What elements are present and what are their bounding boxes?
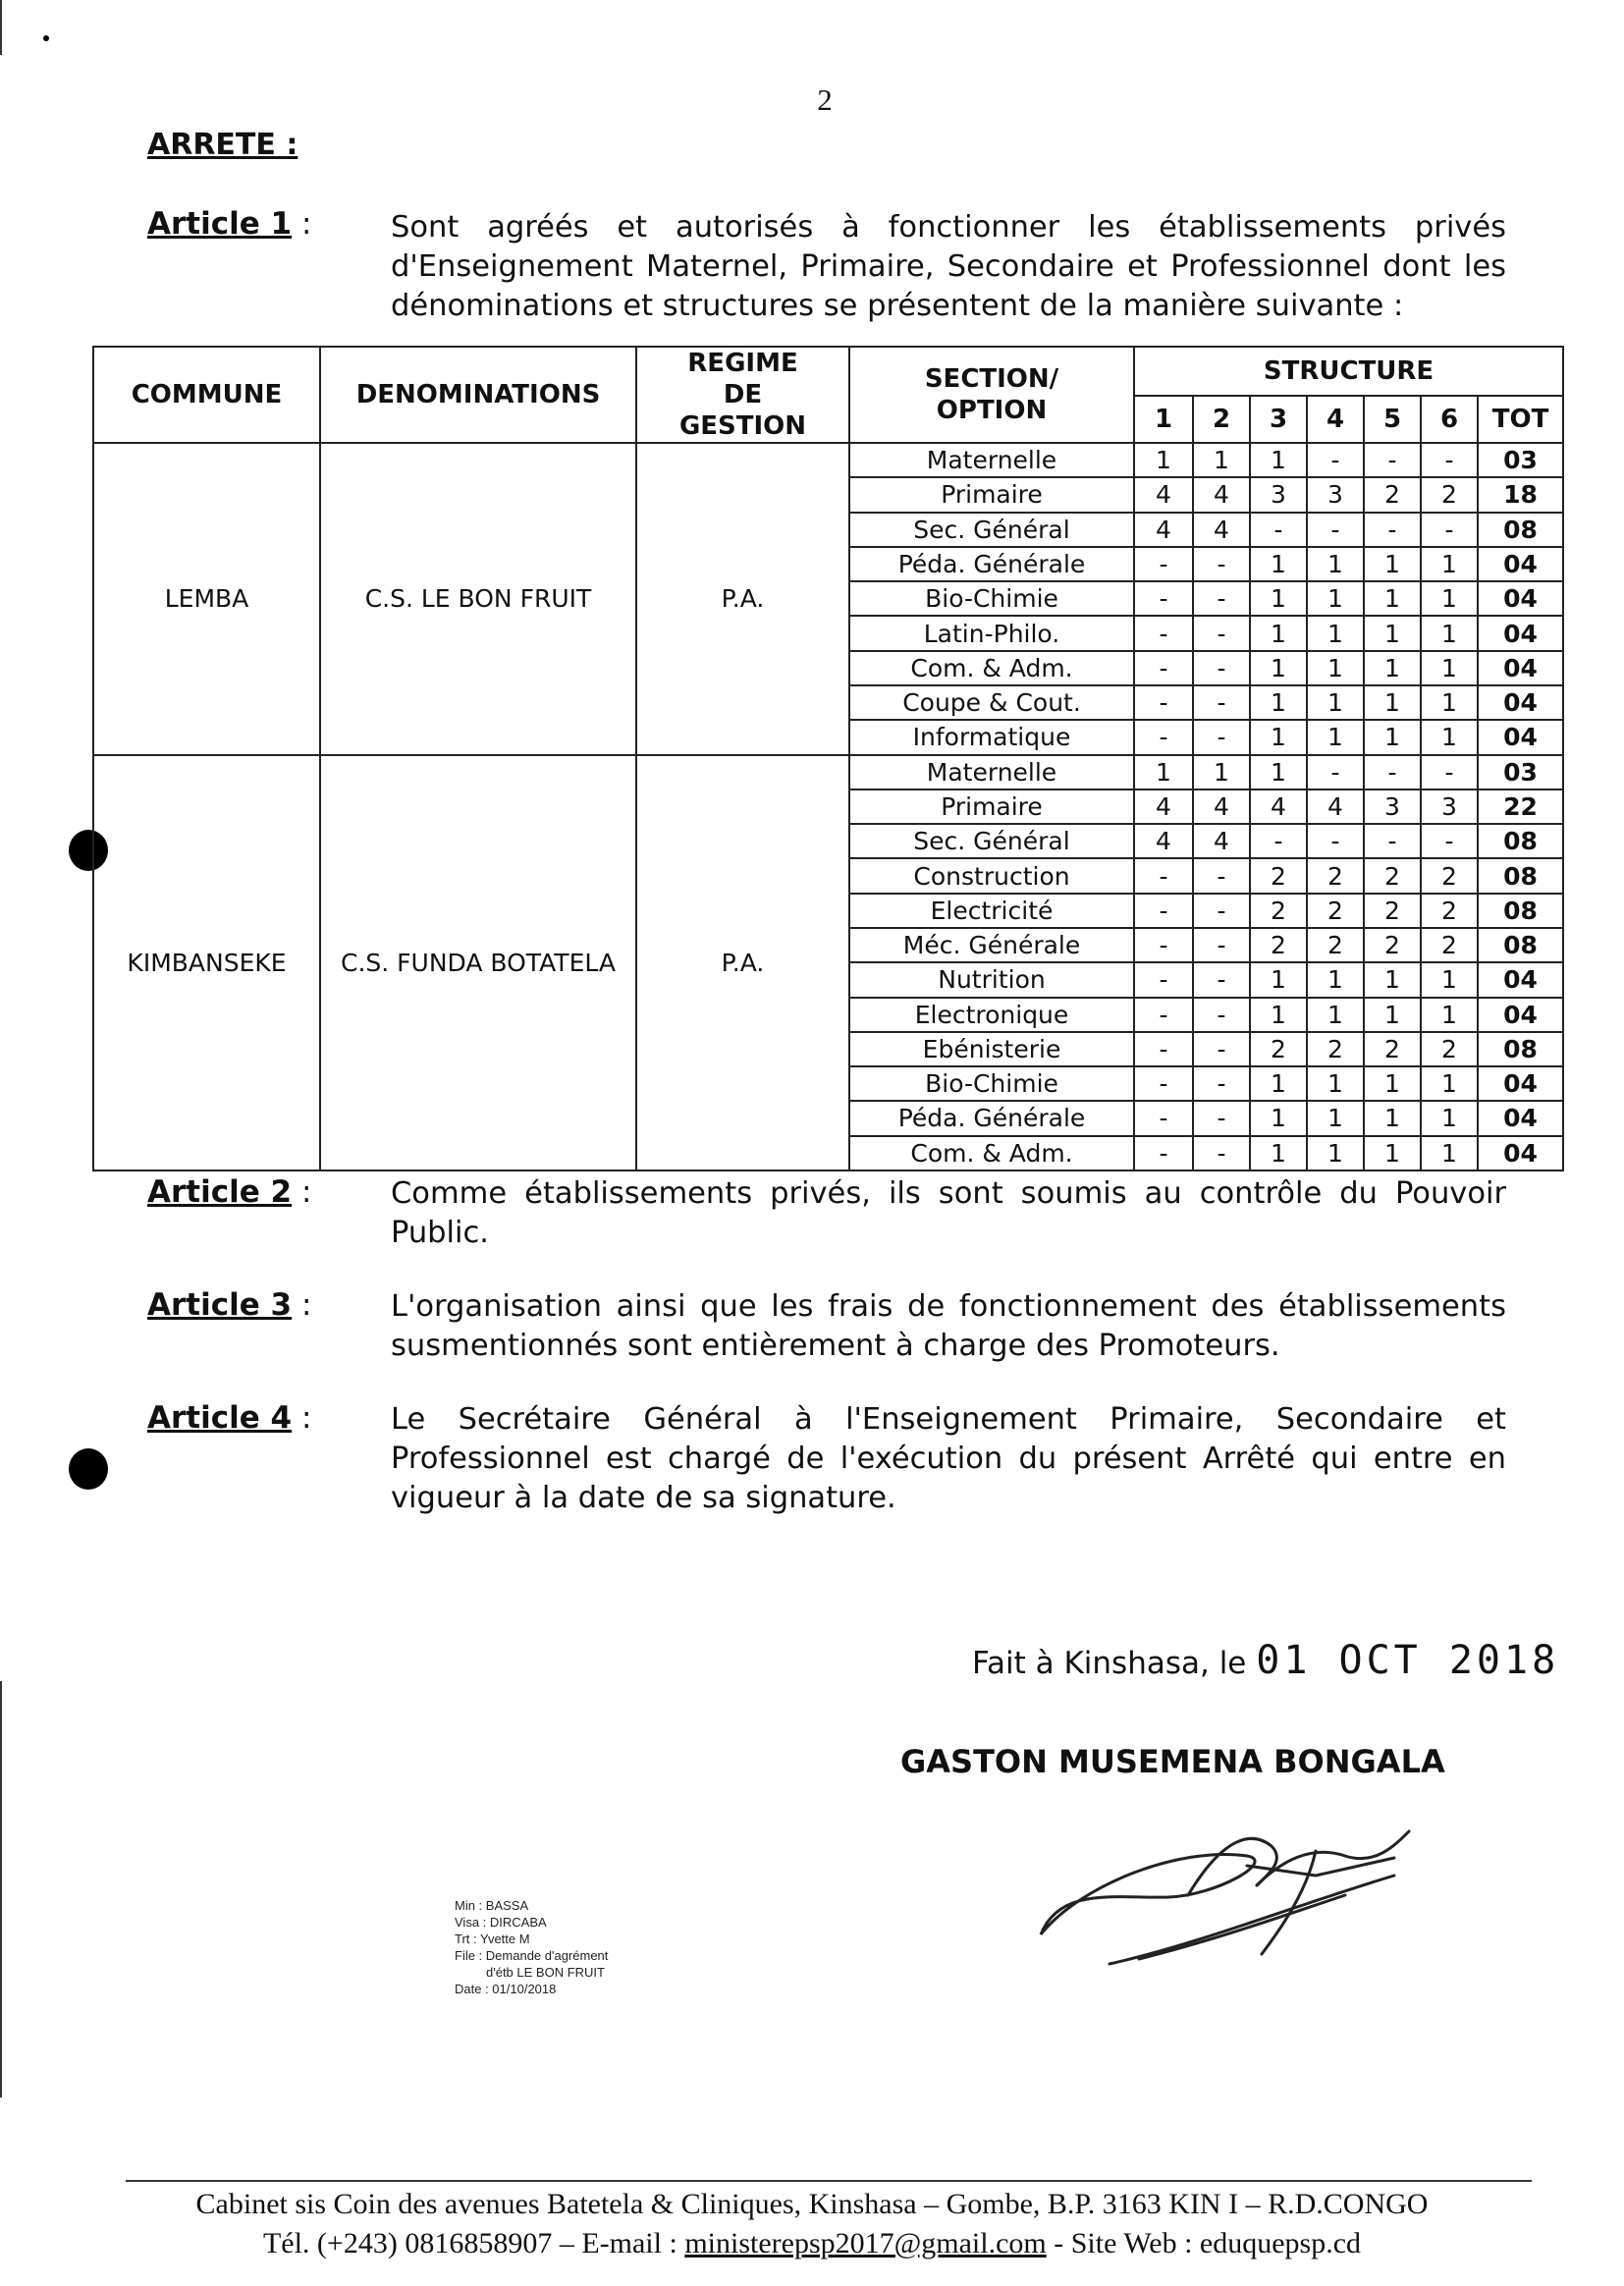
structure-cell: 1 bbox=[1307, 685, 1364, 720]
structure-cell: 2 bbox=[1307, 1032, 1364, 1066]
structure-cell: 2 bbox=[1364, 928, 1421, 962]
structure-cell: 4 bbox=[1193, 513, 1250, 547]
article-3-label: Article 3 : bbox=[147, 1287, 312, 1323]
structure-cell: 1 bbox=[1421, 616, 1478, 650]
arrete-heading: ARRETE : bbox=[147, 128, 298, 162]
structure-cell: 1 bbox=[1364, 1136, 1421, 1170]
article-2-text: Comme établissements privés, ils sont soumis au contrôle du Pouvoir Public. bbox=[391, 1176, 1506, 1250]
structure-cell: - bbox=[1134, 962, 1193, 997]
handwritten-signature bbox=[1021, 1787, 1434, 1984]
note-line: d'étb LE BON FRUIT bbox=[486, 1965, 605, 1980]
commune-cell: LEMBA bbox=[93, 443, 320, 755]
structure-cell: - bbox=[1364, 443, 1421, 477]
total-cell: 04 bbox=[1478, 616, 1563, 650]
structure-cell: 2 bbox=[1364, 858, 1421, 893]
structure-cell: 1 bbox=[1250, 998, 1307, 1032]
structure-cell: 4 bbox=[1250, 789, 1307, 824]
structure-cell: 1 bbox=[1421, 651, 1478, 685]
stamp-date: 01 OCT 2018 bbox=[1256, 1638, 1560, 1683]
section-cell: Informatique bbox=[849, 720, 1134, 754]
structure-cell: 2 bbox=[1307, 894, 1364, 928]
structure-cell: 3 bbox=[1421, 789, 1478, 824]
structure-cell: 1 bbox=[1421, 581, 1478, 616]
structure-cell: - bbox=[1134, 1136, 1193, 1170]
structure-cell: 1 bbox=[1134, 755, 1193, 789]
structure-cell: - bbox=[1193, 998, 1250, 1032]
structure-cell: 3 bbox=[1364, 789, 1421, 824]
structure-cell: - bbox=[1307, 824, 1364, 858]
structure-cell: - bbox=[1193, 1136, 1250, 1170]
structure-cell: 1 bbox=[1307, 581, 1364, 616]
total-cell: 08 bbox=[1478, 1032, 1563, 1066]
structure-cell: - bbox=[1193, 651, 1250, 685]
structure-cell: 4 bbox=[1134, 513, 1193, 547]
structure-cell: 1 bbox=[1250, 1066, 1307, 1101]
table-row bbox=[93, 755, 1563, 789]
section-cell: Primaire bbox=[849, 477, 1134, 512]
structure-cell: 1 bbox=[1307, 651, 1364, 685]
structure-cell: 2 bbox=[1421, 477, 1478, 512]
header-structure: STRUCTURE bbox=[1134, 347, 1563, 396]
note-line: Trt : Yvette M bbox=[455, 1932, 530, 1946]
total-cell: 22 bbox=[1478, 789, 1563, 824]
total-cell: 08 bbox=[1478, 894, 1563, 928]
note-line: Min : BASSA bbox=[455, 1898, 529, 1913]
total-cell: 04 bbox=[1478, 1101, 1563, 1135]
structure-cell: 1 bbox=[1364, 720, 1421, 754]
structure-cell: - bbox=[1134, 616, 1193, 650]
structure-cell: 2 bbox=[1307, 928, 1364, 962]
total-cell: 04 bbox=[1478, 962, 1563, 997]
structure-cell: 1 bbox=[1250, 755, 1307, 789]
structure-cell: 1 bbox=[1307, 998, 1364, 1032]
structure-cell: - bbox=[1307, 443, 1364, 477]
section-cell: Latin-Philo. bbox=[849, 616, 1134, 650]
total-cell: 04 bbox=[1478, 1136, 1563, 1170]
structure-cell: - bbox=[1421, 824, 1478, 858]
structure-cell: - bbox=[1421, 513, 1478, 547]
structure-cell: 1 bbox=[1250, 1136, 1307, 1170]
footer-address: Cabinet sis Coin des avenues Batetela & Cliniques, Kinshasa – Gombe, B.P. 3163 KIN I – R.D.CONGO bbox=[195, 2188, 1429, 2220]
structure-cell: - bbox=[1193, 858, 1250, 893]
scan-edge-line bbox=[0, 0, 2, 55]
header-col: 5 bbox=[1364, 396, 1421, 443]
structure-cell: 2 bbox=[1307, 858, 1364, 893]
structure-cell: 4 bbox=[1307, 789, 1364, 824]
structure-cell: - bbox=[1193, 581, 1250, 616]
section-cell: Coupe & Cout. bbox=[849, 685, 1134, 720]
structure-cell: 2 bbox=[1421, 894, 1478, 928]
section-cell: Bio-Chimie bbox=[849, 581, 1134, 616]
structure-cell: 3 bbox=[1250, 477, 1307, 512]
structure-cell: - bbox=[1364, 513, 1421, 547]
structure-cell: 1 bbox=[1307, 1136, 1364, 1170]
structure-cell: 1 bbox=[1421, 547, 1478, 581]
structure-cell: - bbox=[1134, 1101, 1193, 1135]
page-number: 2 bbox=[817, 82, 833, 117]
structure-cell: - bbox=[1134, 1032, 1193, 1066]
section-cell: Sec. Général bbox=[849, 513, 1134, 547]
structure-cell: - bbox=[1193, 720, 1250, 754]
structure-cell: 1 bbox=[1307, 547, 1364, 581]
structure-cell: 1 bbox=[1421, 1136, 1478, 1170]
footer-contact bbox=[0, 2227, 1624, 2260]
structure-cell: 4 bbox=[1134, 477, 1193, 512]
structure-cell: 2 bbox=[1250, 928, 1307, 962]
article-1-label: Article 1 : bbox=[147, 206, 312, 242]
structure-cell: 1 bbox=[1193, 443, 1250, 477]
section-cell: Bio-Chimie bbox=[849, 1066, 1134, 1101]
section-cell: Nutrition bbox=[849, 962, 1134, 997]
header-section: SECTION/ OPTION bbox=[849, 347, 1134, 443]
section-cell: Electricité bbox=[849, 894, 1134, 928]
structure-cell: 1 bbox=[1421, 998, 1478, 1032]
structure-cell: - bbox=[1134, 1066, 1193, 1101]
structure-cell: 1 bbox=[1364, 547, 1421, 581]
total-cell: 04 bbox=[1478, 547, 1563, 581]
structure-cell: 2 bbox=[1421, 928, 1478, 962]
total-cell: 03 bbox=[1478, 443, 1563, 477]
signature-place-date bbox=[972, 1638, 1559, 1683]
signatory-name: GASTON MUSEMENA BONGALA bbox=[900, 1743, 1445, 1780]
section-cell: Méc. Générale bbox=[849, 928, 1134, 962]
structure-cell: - bbox=[1193, 1066, 1250, 1101]
structure-cell: - bbox=[1421, 443, 1478, 477]
section-cell: Construction bbox=[849, 858, 1134, 893]
marginal-notes bbox=[455, 1897, 608, 1997]
total-cell: 08 bbox=[1478, 928, 1563, 962]
section-cell: Péda. Générale bbox=[849, 1101, 1134, 1135]
total-cell: 04 bbox=[1478, 720, 1563, 754]
structure-cell: 4 bbox=[1134, 789, 1193, 824]
total-cell: 04 bbox=[1478, 1066, 1563, 1101]
structure-cell: 1 bbox=[1250, 962, 1307, 997]
structure-cell: - bbox=[1193, 962, 1250, 997]
structure-cell: 4 bbox=[1193, 477, 1250, 512]
structure-cell: - bbox=[1307, 513, 1364, 547]
header-commune: COMMUNE bbox=[93, 347, 320, 443]
footer-tel: Tél. (+243) 0816858907 – E-mail : bbox=[262, 2227, 685, 2259]
structure-cell: 4 bbox=[1134, 824, 1193, 858]
section-cell: Ebénisterie bbox=[849, 1032, 1134, 1066]
structure-cell: - bbox=[1250, 513, 1307, 547]
structure-cell: 1 bbox=[1307, 720, 1364, 754]
structure-cell: 1 bbox=[1307, 616, 1364, 650]
structure-cell: - bbox=[1134, 894, 1193, 928]
structure-cell: 1 bbox=[1250, 1101, 1307, 1135]
total-cell: 04 bbox=[1478, 998, 1563, 1032]
article-3-text: L'organisation ainsi que les frais de fonctionnement des établissements susmentionnés sont entièrement à charge des Promoteurs. bbox=[391, 1289, 1506, 1363]
structure-cell: 1 bbox=[1364, 581, 1421, 616]
total-cell: 03 bbox=[1478, 755, 1563, 789]
structure-cell: 2 bbox=[1364, 477, 1421, 512]
structure-cell: 1 bbox=[1421, 720, 1478, 754]
structure-cell: 3 bbox=[1307, 477, 1364, 512]
total-cell: 04 bbox=[1478, 581, 1563, 616]
structure-cell: - bbox=[1307, 755, 1364, 789]
structure-cell: 1 bbox=[1364, 1066, 1421, 1101]
structure-cell: - bbox=[1134, 581, 1193, 616]
structure-cell: 1 bbox=[1364, 616, 1421, 650]
section-cell: Primaire bbox=[849, 789, 1134, 824]
section-cell: Com. & Adm. bbox=[849, 651, 1134, 685]
total-cell: 04 bbox=[1478, 651, 1563, 685]
section-cell: Com. & Adm. bbox=[849, 1136, 1134, 1170]
total-cell: 08 bbox=[1478, 858, 1563, 893]
note-line: File : Demande d'agrément bbox=[455, 1948, 609, 1963]
structure-cell: 1 bbox=[1307, 1066, 1364, 1101]
structure-cell: 1 bbox=[1250, 443, 1307, 477]
structure-cell: - bbox=[1250, 824, 1307, 858]
structure-cell: 1 bbox=[1421, 1066, 1478, 1101]
structure-cell: 1 bbox=[1250, 720, 1307, 754]
structure-cell: 1 bbox=[1364, 1101, 1421, 1135]
denomination-cell: C.S. LE BON FRUIT bbox=[320, 443, 636, 755]
structure-cell: 1 bbox=[1364, 962, 1421, 997]
structure-cell: 1 bbox=[1134, 443, 1193, 477]
section-cell: Péda. Générale bbox=[849, 547, 1134, 581]
structure-cell: - bbox=[1134, 928, 1193, 962]
structure-cell: - bbox=[1134, 547, 1193, 581]
place-prefix: Fait à Kinshasa, le bbox=[972, 1646, 1247, 1681]
footer-site: - Site Web : eduquepsp.cd bbox=[1046, 2227, 1362, 2259]
structure-cell: - bbox=[1193, 547, 1250, 581]
scan-edge-line bbox=[0, 1681, 2, 2097]
structure-cell: - bbox=[1193, 1101, 1250, 1135]
section-cell: Sec. Général bbox=[849, 824, 1134, 858]
structure-cell: 1 bbox=[1421, 685, 1478, 720]
header-col: 1 bbox=[1134, 396, 1193, 443]
article-4-label: Article 4 : bbox=[147, 1400, 312, 1436]
article-1-text: Sont agréés et autorisés à fonctionner les établissements privés d'Enseignement Maternel, Primaire, Secondaire et Professionnel dont les dénominations et structures se présentent de la manière suivante : bbox=[391, 210, 1506, 323]
header-denominations: DENOMINATIONS bbox=[320, 347, 636, 443]
structure-cell: 2 bbox=[1364, 1032, 1421, 1066]
structure-cell: 1 bbox=[1421, 1101, 1478, 1135]
structure-cell: 2 bbox=[1250, 894, 1307, 928]
structure-cell: 1 bbox=[1250, 547, 1307, 581]
structure-cell: 2 bbox=[1421, 1032, 1478, 1066]
structure-cell: 1 bbox=[1364, 651, 1421, 685]
structure-cell: 2 bbox=[1250, 1032, 1307, 1066]
structure-cell: - bbox=[1134, 685, 1193, 720]
section-cell: Maternelle bbox=[849, 755, 1134, 789]
structure-cell: 1 bbox=[1364, 685, 1421, 720]
punch-hole-mark bbox=[69, 1448, 108, 1490]
structure-cell: 1 bbox=[1250, 616, 1307, 650]
structure-cell: - bbox=[1364, 755, 1421, 789]
structure-cell: 4 bbox=[1193, 824, 1250, 858]
structure-cell: - bbox=[1134, 858, 1193, 893]
section-cell: Electronique bbox=[849, 998, 1134, 1032]
total-cell: 04 bbox=[1478, 685, 1563, 720]
table-row bbox=[93, 443, 1563, 477]
commune-cell: KIMBANSEKE bbox=[93, 755, 320, 1170]
structure-cell: - bbox=[1193, 685, 1250, 720]
structure-cell: - bbox=[1134, 998, 1193, 1032]
header-col: 4 bbox=[1307, 396, 1364, 443]
structure-cell: 1 bbox=[1193, 755, 1250, 789]
structure-cell: 1 bbox=[1364, 998, 1421, 1032]
scan-dot bbox=[43, 35, 49, 41]
structure-cell: - bbox=[1364, 824, 1421, 858]
structure-cell: - bbox=[1193, 616, 1250, 650]
structure-cell: - bbox=[1193, 894, 1250, 928]
total-cell: 08 bbox=[1478, 824, 1563, 858]
footer-divider bbox=[126, 2180, 1532, 2182]
structure-cell: 1 bbox=[1307, 962, 1364, 997]
header-col: 6 bbox=[1421, 396, 1478, 443]
footer-email-link[interactable]: ministerepsp2017@gmail.com bbox=[684, 2227, 1047, 2259]
note-line: Date : 01/10/2018 bbox=[455, 1982, 557, 1996]
structure-cell: - bbox=[1134, 720, 1193, 754]
structure-cell: 1 bbox=[1421, 962, 1478, 997]
header-col: 3 bbox=[1250, 396, 1307, 443]
structure-cell: - bbox=[1421, 755, 1478, 789]
structure-cell: 2 bbox=[1250, 858, 1307, 893]
header-col: 2 bbox=[1193, 396, 1250, 443]
structure-table-body bbox=[93, 443, 1563, 1170]
section-cell: Maternelle bbox=[849, 443, 1134, 477]
structure-cell: 1 bbox=[1250, 581, 1307, 616]
article-2-label: Article 2 : bbox=[147, 1174, 312, 1210]
structure-table bbox=[92, 346, 1564, 1171]
total-cell: 18 bbox=[1478, 477, 1563, 512]
header-regime: REGIME DE GESTION bbox=[636, 347, 849, 443]
regime-cell: P.A. bbox=[636, 443, 849, 755]
structure-cell: 4 bbox=[1193, 789, 1250, 824]
note-line: Visa : DIRCABA bbox=[455, 1915, 547, 1930]
structure-cell: 1 bbox=[1250, 651, 1307, 685]
structure-cell: 2 bbox=[1421, 858, 1478, 893]
structure-cell: 1 bbox=[1307, 1101, 1364, 1135]
structure-cell: - bbox=[1193, 1032, 1250, 1066]
structure-cell: - bbox=[1193, 928, 1250, 962]
structure-cell: - bbox=[1134, 651, 1193, 685]
regime-cell: P.A. bbox=[636, 755, 849, 1170]
header-col: TOT bbox=[1478, 396, 1563, 443]
denomination-cell: C.S. FUNDA BOTATELA bbox=[320, 755, 636, 1170]
article-4-text: Le Secrétaire Général à l'Enseignement Primaire, Secondaire et Professionnel est chargé de l'exécution du présent Arrêté qui entre en vigueur à la date de sa signature. bbox=[391, 1402, 1506, 1515]
total-cell: 08 bbox=[1478, 513, 1563, 547]
structure-cell: 1 bbox=[1250, 685, 1307, 720]
structure-cell: 2 bbox=[1364, 894, 1421, 928]
